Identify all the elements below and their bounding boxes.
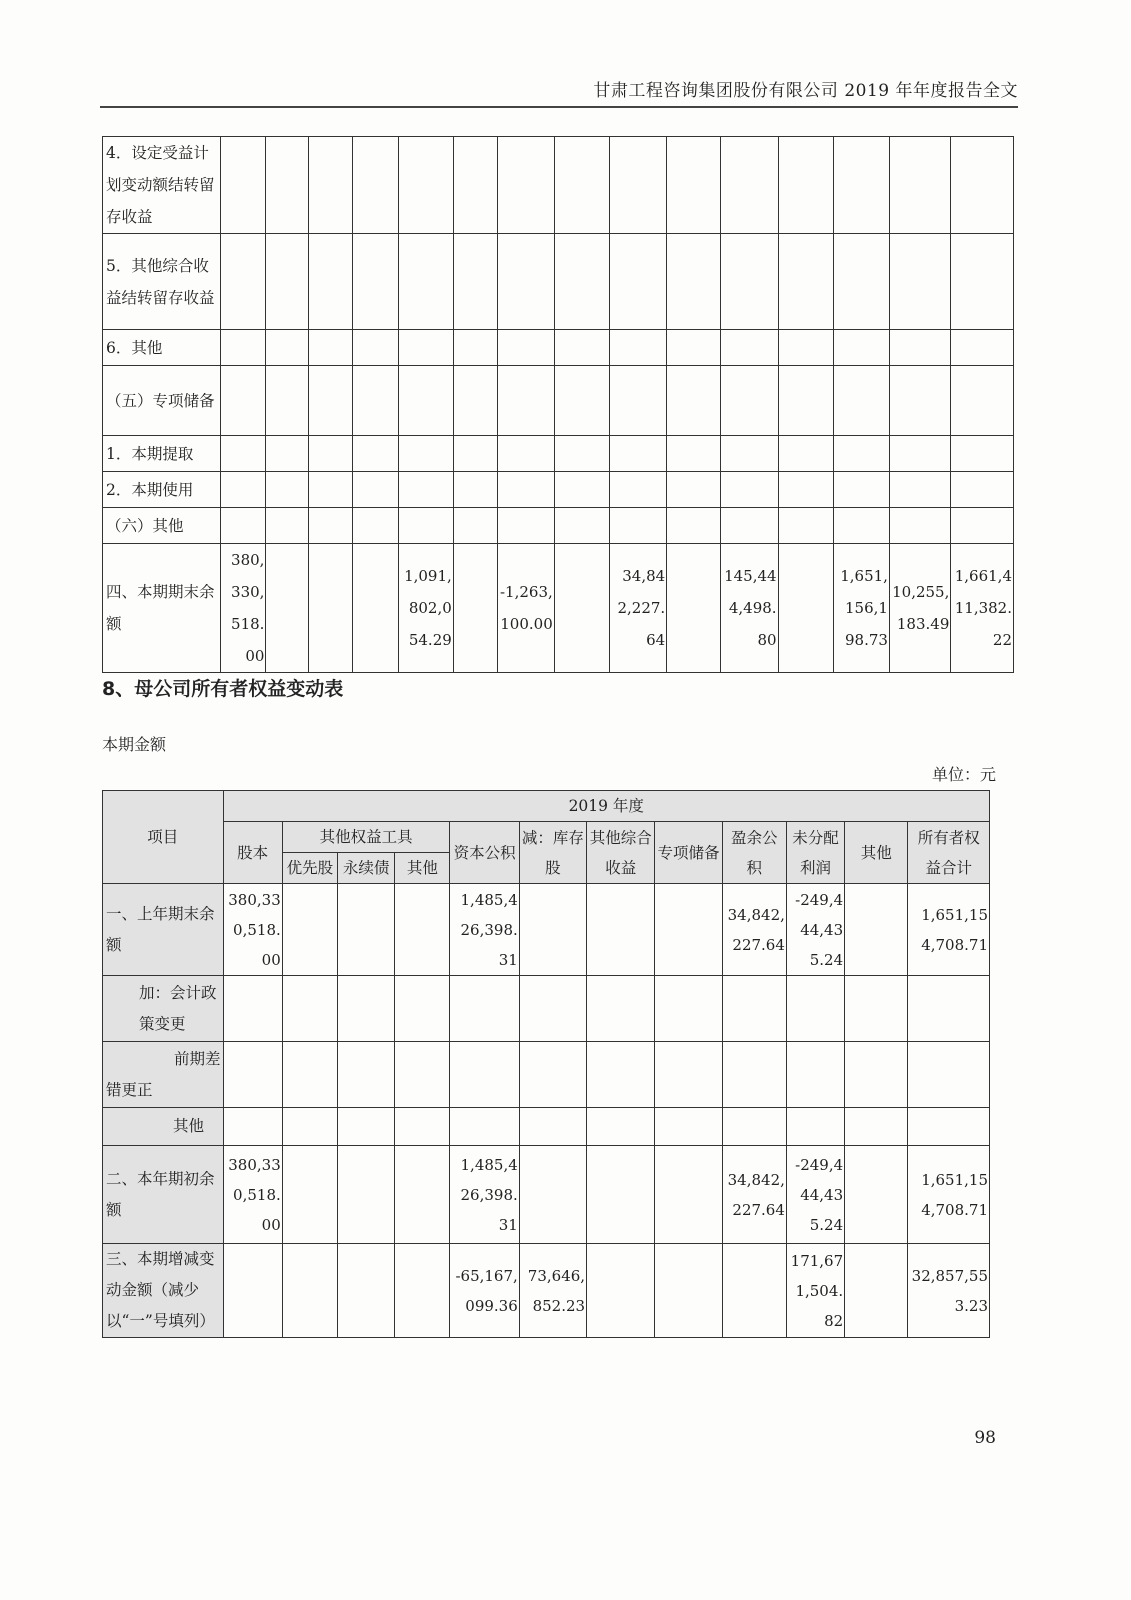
table-row	[103, 884, 990, 976]
table-cell	[609, 472, 666, 508]
table-cell	[519, 1108, 586, 1146]
table-cell	[220, 436, 266, 472]
table-cell	[338, 1042, 395, 1108]
table-cell	[778, 508, 833, 544]
table-cell	[845, 1042, 908, 1108]
table-cell	[309, 544, 353, 673]
table-cell	[609, 330, 666, 366]
section-title: 8、母公司所有者权益变动表	[102, 678, 344, 700]
table-cell	[338, 1244, 395, 1338]
table-cell	[282, 1244, 337, 1338]
table-cell	[833, 366, 889, 436]
table-cell	[609, 508, 666, 544]
table-cell	[309, 330, 353, 366]
table-cell	[352, 508, 398, 544]
table-cell	[220, 472, 266, 508]
row-label: 前期差错更正	[103, 1042, 224, 1108]
table-cell	[951, 366, 1014, 436]
page-number: 98	[974, 1428, 996, 1448]
table-cell	[220, 366, 266, 436]
table-cell	[338, 884, 395, 976]
header-capital-reserve: 资本公积	[450, 822, 519, 884]
table-cell	[497, 330, 554, 366]
table-cell	[282, 1108, 337, 1146]
table-cell	[223, 1042, 282, 1108]
table-cell	[721, 508, 778, 544]
table-cell	[609, 234, 666, 330]
table-cell	[554, 137, 609, 234]
header-undistributed-profit: 未分配利润	[786, 822, 844, 884]
table-cell	[519, 1042, 586, 1108]
table-cell	[778, 137, 833, 234]
table-cell	[395, 1146, 450, 1244]
table-cell	[220, 330, 266, 366]
report-header-title: 甘肃工程咨询集团股份有限公司 2019 年年度报告全文	[593, 81, 1018, 101]
table-cell	[833, 137, 889, 234]
table-cell	[845, 884, 908, 976]
table-cell: 1,661,411,382.22	[951, 544, 1014, 673]
header-other-equity-instruments: 其他权益工具	[282, 822, 450, 853]
table-cell	[395, 1042, 450, 1108]
table-cell	[951, 234, 1014, 330]
table-cell: 1,485,426,398.31	[450, 1146, 519, 1244]
table-cell	[655, 976, 722, 1042]
table-cell	[398, 436, 453, 472]
table-cell	[587, 1146, 655, 1244]
table-cell	[655, 1146, 722, 1244]
table-cell	[282, 1042, 337, 1108]
table-cell	[833, 508, 889, 544]
header-divider	[100, 106, 1018, 108]
table-cell	[266, 508, 309, 544]
table-cell	[833, 436, 889, 472]
table-row	[103, 366, 1014, 436]
section-subtitle: 本期金额	[102, 735, 167, 754]
table-cell	[220, 508, 266, 544]
table-row	[103, 1244, 990, 1338]
table-cell	[655, 884, 722, 976]
header-other: 其他	[845, 822, 908, 884]
table-cell	[309, 472, 353, 508]
table-cell	[778, 366, 833, 436]
table-cell	[667, 137, 721, 234]
table-cell	[845, 1108, 908, 1146]
table-cell: 380,330,518.00	[223, 1146, 282, 1244]
table-cell	[282, 976, 337, 1042]
row-label: 5．其他综合收益结转留存收益	[103, 234, 221, 330]
table-cell	[786, 1042, 844, 1108]
table-cell	[398, 472, 453, 508]
table-cell	[223, 1244, 282, 1338]
table-cell	[721, 234, 778, 330]
header-item: 项目	[103, 791, 224, 884]
table-cell	[309, 436, 353, 472]
table-row	[103, 234, 1014, 330]
table-cell	[889, 330, 950, 366]
table-cell	[889, 366, 950, 436]
table-cell	[352, 544, 398, 673]
row-label: 1．本期提取	[103, 436, 221, 472]
table-cell: 1,651,154,708.71	[908, 1146, 990, 1244]
header-year: 2019 年度	[223, 791, 989, 822]
table-row	[103, 976, 990, 1042]
table-cell	[721, 472, 778, 508]
table-cell	[778, 330, 833, 366]
table-cell	[352, 137, 398, 234]
table-cell: 34,842,227.64	[609, 544, 666, 673]
table-cell	[352, 436, 398, 472]
header-other-instrument: 其他	[395, 853, 450, 884]
table-cell	[450, 1108, 519, 1146]
table-cell	[266, 472, 309, 508]
table-cell	[266, 234, 309, 330]
table-cell	[951, 436, 1014, 472]
table-cell: -1,263,100.00	[497, 544, 554, 673]
header-oci: 其他综合收益	[587, 822, 655, 884]
table-cell	[338, 1146, 395, 1244]
table-cell	[266, 137, 309, 234]
table-cell	[554, 436, 609, 472]
table-cell	[352, 472, 398, 508]
table-cell	[497, 508, 554, 544]
table-cell	[609, 366, 666, 436]
table-cell	[778, 436, 833, 472]
table-cell: -249,444,435.24	[786, 884, 844, 976]
table-cell	[338, 1108, 395, 1146]
row-label: 二、本年期初余额	[103, 1146, 224, 1244]
table-cell	[266, 366, 309, 436]
table-cell	[889, 508, 950, 544]
table-cell	[721, 436, 778, 472]
table-cell: 380,330,518.00	[223, 884, 282, 976]
table-cell: 380,330,518.00	[220, 544, 266, 673]
table-cell	[609, 137, 666, 234]
table-row	[103, 472, 1014, 508]
table-cell: 1,651,156,198.73	[833, 544, 889, 673]
table-cell	[309, 366, 353, 436]
header-total-equity: 所有者权益合计	[908, 822, 990, 884]
table-cell	[721, 330, 778, 366]
header-share-capital: 股本	[223, 822, 282, 884]
header-treasury-stock: 减：库存股	[519, 822, 586, 884]
table-cell	[398, 366, 453, 436]
table-cell	[453, 366, 497, 436]
table-row	[103, 1042, 990, 1108]
table-cell	[453, 544, 497, 673]
table-cell	[519, 884, 586, 976]
table-cell	[554, 472, 609, 508]
table-cell	[395, 976, 450, 1042]
table-cell	[721, 137, 778, 234]
table-cell: 1,485,426,398.31	[450, 884, 519, 976]
parent-equity-change-table	[102, 790, 990, 1338]
table-cell	[587, 1042, 655, 1108]
table-cell	[778, 234, 833, 330]
table-row	[103, 330, 1014, 366]
header-perpetual-bond: 永续债	[338, 853, 395, 884]
table-cell	[667, 544, 721, 673]
table-cell	[450, 976, 519, 1042]
table-cell	[908, 1108, 990, 1146]
table-cell	[554, 366, 609, 436]
table-cell	[778, 472, 833, 508]
table-cell: 73,646,852.23	[519, 1244, 586, 1338]
row-label: 三、本期增减变动金额（减少以“一”号填列）	[103, 1244, 224, 1338]
table-cell	[395, 884, 450, 976]
table-cell	[497, 472, 554, 508]
table-cell	[908, 976, 990, 1042]
table-cell	[845, 976, 908, 1042]
table-row	[103, 137, 1014, 234]
table-cell	[554, 508, 609, 544]
table-row	[103, 544, 1014, 673]
table-cell	[951, 508, 1014, 544]
header-special-reserve: 专项储备	[655, 822, 722, 884]
unit-label: 单位：元	[931, 765, 996, 784]
table-row	[103, 436, 1014, 472]
table-cell: 1,091,802,054.29	[398, 544, 453, 673]
table-cell	[889, 436, 950, 472]
table-cell	[889, 472, 950, 508]
table-cell	[395, 1108, 450, 1146]
table-cell: -65,167,099.36	[450, 1244, 519, 1338]
table-cell	[352, 366, 398, 436]
table-cell	[453, 234, 497, 330]
table-cell	[889, 234, 950, 330]
table-cell	[453, 436, 497, 472]
header-surplus-reserve: 盈余公积	[722, 822, 786, 884]
header-preferred-stock: 优先股	[282, 853, 337, 884]
table-cell	[786, 1108, 844, 1146]
row-label: 四、本期期末余额	[103, 544, 221, 673]
table-cell	[309, 234, 353, 330]
row-label: 6．其他	[103, 330, 221, 366]
table-cell	[282, 884, 337, 976]
table-cell: 145,444,498.80	[721, 544, 778, 673]
table-cell	[450, 1042, 519, 1108]
table-cell	[352, 330, 398, 366]
table-cell	[655, 1108, 722, 1146]
table-cell	[519, 1146, 586, 1244]
row-label: 一、上年期末余额	[103, 884, 224, 976]
table-row	[103, 1146, 990, 1244]
row-label: 4．设定受益计划变动额结转留存收益	[103, 137, 221, 234]
table-cell	[453, 137, 497, 234]
table-cell	[220, 234, 266, 330]
table-cell	[833, 330, 889, 366]
table-cell: 10,255,183.49	[889, 544, 950, 673]
table-cell	[587, 884, 655, 976]
table-cell	[554, 544, 609, 673]
row-label: 其他	[103, 1108, 224, 1146]
table-cell	[833, 472, 889, 508]
table-cell	[667, 366, 721, 436]
table-cell	[587, 976, 655, 1042]
table-cell: 32,857,553.23	[908, 1244, 990, 1338]
table-cell	[223, 976, 282, 1042]
table-cell	[951, 330, 1014, 366]
table-cell: 34,842,227.64	[722, 1146, 786, 1244]
table-cell	[587, 1108, 655, 1146]
table-cell	[352, 234, 398, 330]
table-cell	[497, 234, 554, 330]
row-label: 加：会计政策变更	[103, 976, 224, 1042]
table-cell	[845, 1146, 908, 1244]
table-cell	[519, 976, 586, 1042]
table-cell	[453, 508, 497, 544]
table-cell	[395, 1244, 450, 1338]
table-cell	[722, 1108, 786, 1146]
table-cell	[778, 544, 833, 673]
table-cell	[667, 234, 721, 330]
table-cell	[722, 976, 786, 1042]
table-cell	[889, 137, 950, 234]
table-cell	[667, 330, 721, 366]
table-cell	[554, 234, 609, 330]
table-cell	[266, 544, 309, 673]
table-cell	[309, 508, 353, 544]
table-cell: 34,842,227.64	[722, 884, 786, 976]
row-label: （六）其他	[103, 508, 221, 544]
table-cell	[398, 137, 453, 234]
table-cell	[338, 976, 395, 1042]
table-cell	[833, 234, 889, 330]
table-cell	[951, 472, 1014, 508]
table-cell	[587, 1244, 655, 1338]
table-cell: 1,651,154,708.71	[908, 884, 990, 976]
row-label: （五）专项储备	[103, 366, 221, 436]
table-row	[103, 508, 1014, 544]
table-cell	[667, 508, 721, 544]
table-row	[103, 1108, 990, 1146]
equity-change-table-continued	[102, 136, 1014, 673]
table-cell	[845, 1244, 908, 1338]
table-cell	[453, 330, 497, 366]
table-cell	[223, 1108, 282, 1146]
table-cell	[398, 234, 453, 330]
table-cell	[908, 1042, 990, 1108]
table-cell: 171,671,504.82	[786, 1244, 844, 1338]
table-cell	[609, 436, 666, 472]
table-cell	[951, 137, 1014, 234]
table-cell	[282, 1146, 337, 1244]
table-cell	[309, 137, 353, 234]
table-cell	[453, 472, 497, 508]
row-label: 2．本期使用	[103, 472, 221, 508]
table-cell	[220, 137, 266, 234]
table-cell	[554, 330, 609, 366]
table-cell	[497, 436, 554, 472]
table-cell	[655, 1042, 722, 1108]
table-cell: -249,444,435.24	[786, 1146, 844, 1244]
table-cell	[655, 1244, 722, 1338]
table-cell	[398, 330, 453, 366]
table-cell	[721, 366, 778, 436]
table-cell	[497, 137, 554, 234]
table-cell	[497, 366, 554, 436]
table-cell	[667, 436, 721, 472]
table-cell	[667, 472, 721, 508]
table-cell	[398, 508, 453, 544]
table-cell	[266, 436, 309, 472]
table-cell	[266, 330, 309, 366]
table-cell	[786, 976, 844, 1042]
table-cell	[722, 1042, 786, 1108]
table-cell	[722, 1244, 786, 1338]
